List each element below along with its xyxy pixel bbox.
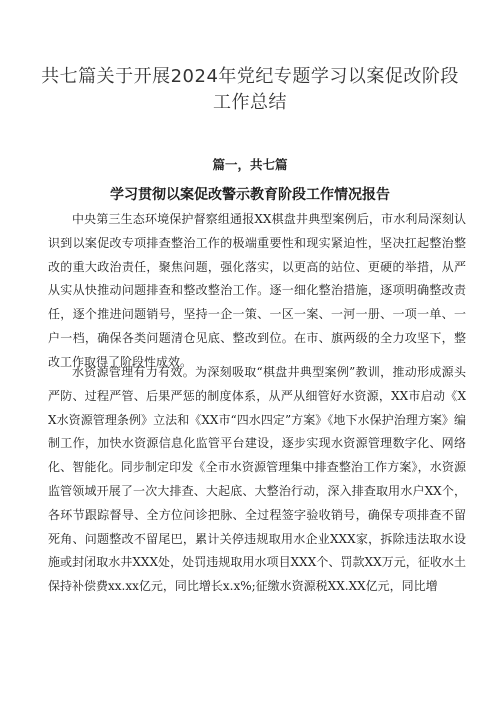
title-line-1: 共七篇关于开展2024年党纪专题学习以案促改阶段 [41,66,459,87]
paragraph-1: 中央第三生态环境保护督察组通报XX棋盘井典型案例后，市水利局深刻认识到以案促改专项排查整治工作的极端重要性和现实紧迫性，坚决扛起整治整改的重大政治责任，聚焦问题，强化落实，以更高的站位、更硬的举措，从严从实从快推动问题排查和整改整治工作。逐一细化整治措施，逐项明确整改责任，逐个推进问题销号，坚持一企一策、一区一案、一河一册、一项一单、一户一档，确保各类问题清仓见底、整改到位。在市、旗两级的全力攻坚下，整改工作取得了阶段性成效。 [48,212,466,369]
report-heading: 学习贯彻以案促改警示教育阶段工作情况报告 [110,187,390,203]
document-title [40,64,460,116]
section-label: 篇一，共七篇 [212,157,288,172]
title-line-2: 工作总结 [213,92,287,113]
paragraph-2: 水资源管理有力有效。为深刻吸取“棋盘井典型案例”教训，推动形成源头严防、过程严管、后果严惩的制度体系，从严从细管好水资源，XX市启动《XX水资源管理条例》立法和《XX市“四水四定”方案》《地下水保护治理方案》编制工作，加快水资源信息化监管平台建设，逐步实现水资源管理数字化、网络化、智能化。同步制定印发《全市水资源管理集中排查整治工作方案》，水资源监管领域开展了一次大排查、大起底、大整治行动，深入排查取用水户XX个，各环节跟踪督导、全方位问诊把脉、全过程签字验收销号，确保专项排查不留死角、问题整改不留尾巴，累计关停违规取用水企业XXX家，拆除违法取水设施或封闭取水井XXX处，处罚违规取用水项目XXX个、罚款XX万元，征收水土保持补偿费xx.xx亿元，同比增长x.x%;征缴水资源税XX.XX亿元，同比增 [48,365,466,594]
